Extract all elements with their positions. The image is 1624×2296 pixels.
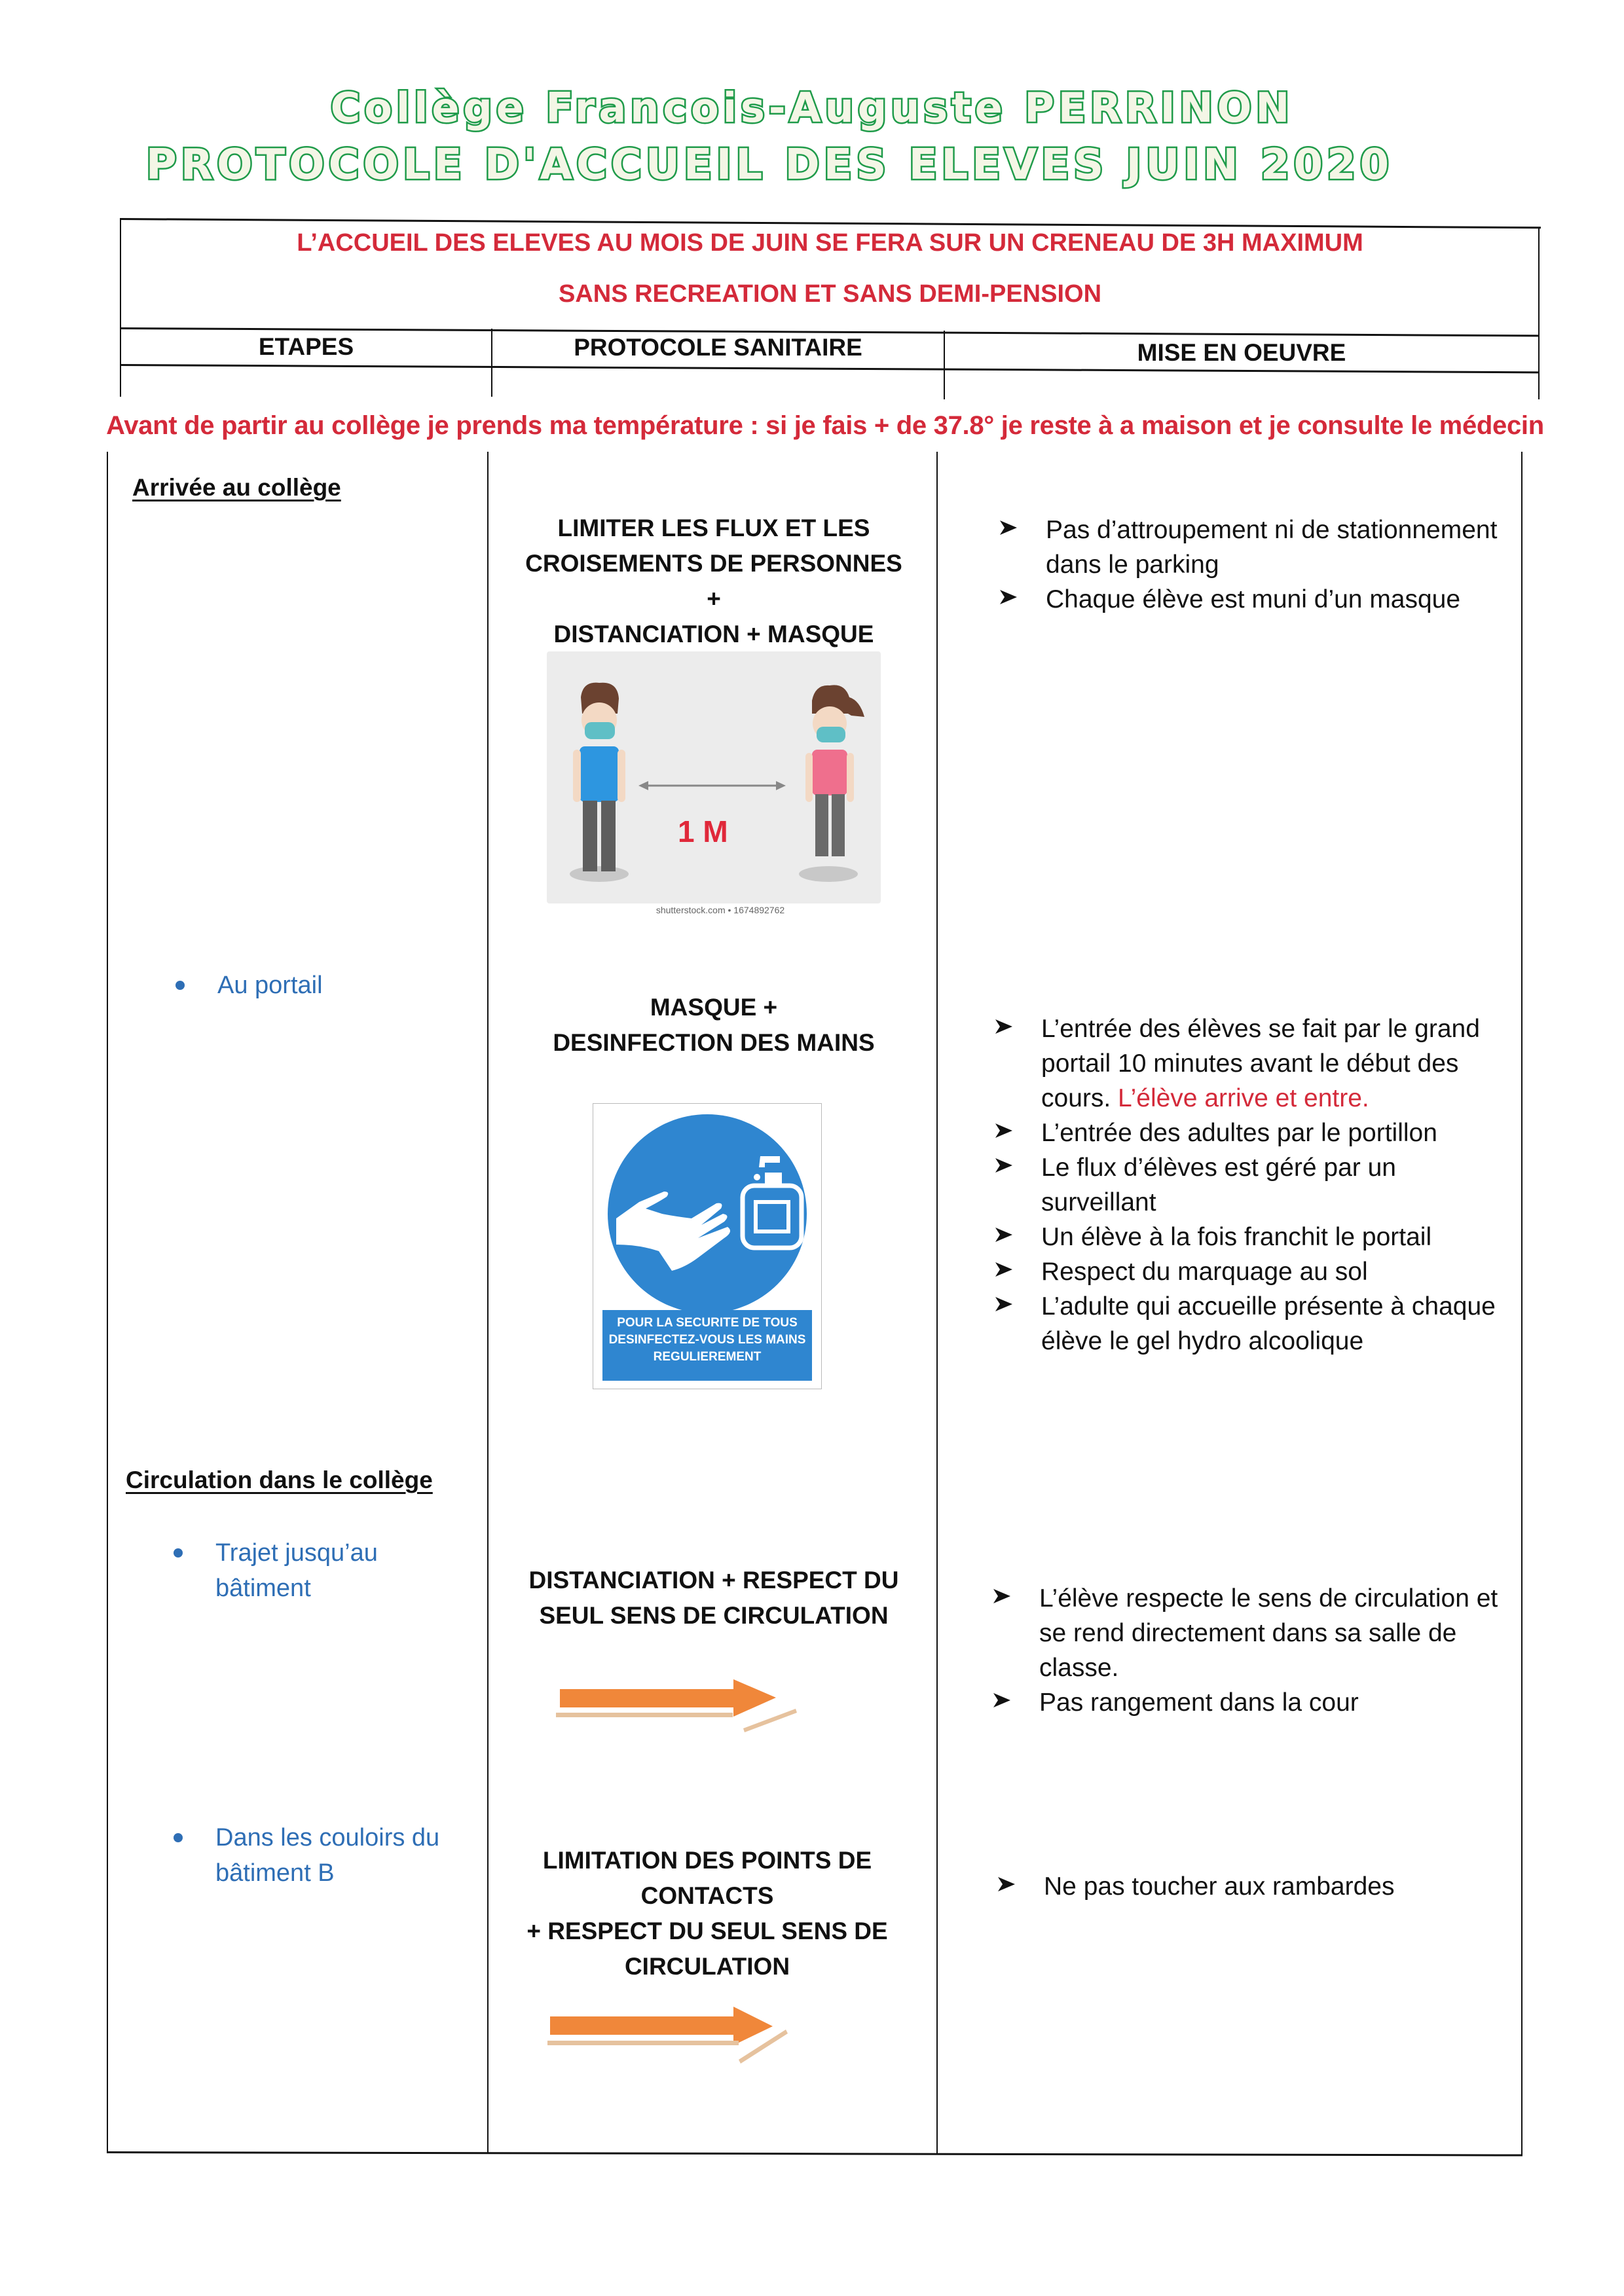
arrow-bullet-icon [992,1690,1012,1710]
protocol-arrival: LIMITER LES FLUX ET LES CROISEMENTS DE PERSONNES + DISTANCIATION + MASQUE [525,515,902,647]
protocol-corridors: LIMITATION DES POINTS DE CONTACTS + RESPECT DU SEUL SENS DE CIRCULATION [526,1847,888,1980]
column-header-protocol: PROTOCOLE SANITAIRE [574,334,862,361]
sign-caption: POUR LA SECURITE DE TOUS DESINFECTEZ-VOUS LES MAINS REGULIEREMENT [602,1310,812,1381]
hand-sanitizer-icon [593,1104,821,1313]
bullet-dot-icon [174,1833,183,1842]
document-title: PROTOCOLE D'ACCUEIL DES ELEVES JUIN 2020 [145,141,1393,189]
list-item: L’entrée des élèves se fait par le grand portail 10 minutes avant le début des cours. L’élève arrive et entre. [994,1011,1511,1116]
arrow-bullet-icon [994,1225,1014,1245]
arrow-bullet-icon [994,1121,1014,1140]
list-item: Ne pas toucher aux rambardes [997,1869,1514,1904]
table-border-right [1521,452,1522,2155]
list-item: Le flux d’élèves est géré par un surveillant [994,1150,1511,1220]
temperature-warning: Avant de partir au collège je prends ma température : si je fais + de 37.8° je reste à a maison et je consulte le médecin [106,411,1544,440]
school-name-title: Collège Francois-Auguste PERRINON [330,84,1294,132]
distance-label: 1 M [678,814,728,848]
table-border-left [107,452,108,2152]
protocol-route: DISTANCIATION + RESPECT DU SEUL SENS DE CIRCULATION [528,1567,899,1629]
arrow-bullet-icon [994,1017,1014,1036]
direction-arrow-icon [553,1676,841,1741]
stage-route: Trajet jusqu’au bâtiment [174,1535,462,1606]
table-border-top [120,218,1541,228]
column-divider-1 [487,452,489,2153]
arrow-bullet-icon [999,518,1018,538]
arrow-bullet-icon [994,1260,1014,1279]
list-item: Un élève à la fois franchit le portail [994,1220,1511,1254]
list-item: L’entrée des adultes par le portillon [994,1116,1511,1150]
arrow-bullet-icon [992,1586,1012,1606]
distancing-people-icon [547,651,881,903]
arrow-bullet-icon [994,1156,1014,1175]
banner-line-2: SANS RECREATION ET SANS DEMI-PENSION [558,280,1102,308]
bullet-dot-icon [175,981,185,990]
list-item: Chaque élève est muni d’un masque [999,582,1509,617]
stage-corridors: Dans les couloirs du bâtiment B [174,1820,475,1891]
table-border-bottom [107,2151,1522,2157]
stage-heading-arrival: Arrivée au collège [132,474,341,501]
direction-arrow-icon [544,2003,819,2069]
list-item: Pas rangement dans la cour [992,1685,1509,1720]
stage-heading-circulation: Circulation dans le collège [126,1467,433,1493]
actions-gate [994,1011,1511,1358]
list-item: Pas d’attroupement ni de stationnement dans le parking [999,513,1509,582]
actions-arrival [999,513,1509,617]
list-item: L’élève respecte le sens de circulation et se rend directement dans sa salle de classe. [992,1581,1509,1685]
actions-route [992,1581,1509,1720]
column-header-stages: ETAPES [258,333,354,360]
arrow-bullet-icon [994,1294,1014,1314]
protocol-gate: MASQUE + DESINFECTION DES MAINS [553,994,875,1056]
image-caption: shutterstock.com • 1674892762 [655,905,785,915]
column-header-implementation: MISE EN OEUVRE [1137,339,1346,366]
arrow-bullet-icon [997,1874,1016,1894]
arrow-bullet-icon [999,587,1018,607]
distancing-illustration [547,651,881,903]
stage-gate: Au portail [175,968,323,1003]
hand-sanitizer-sign [593,1103,822,1389]
list-item: Respect du marquage au sol [994,1254,1511,1289]
actions-corridors [997,1869,1514,1904]
bullet-dot-icon [174,1548,183,1558]
column-divider-2 [936,452,938,2154]
banner-line-1: L’ACCUEIL DES ELEVES AU MOIS DE JUIN SE FERA SUR UN CRENEAU DE 3H MAXIMUM [297,229,1363,257]
list-item: L’adulte qui accueille présente à chaque élève le gel hydro alcoolique [994,1289,1511,1358]
